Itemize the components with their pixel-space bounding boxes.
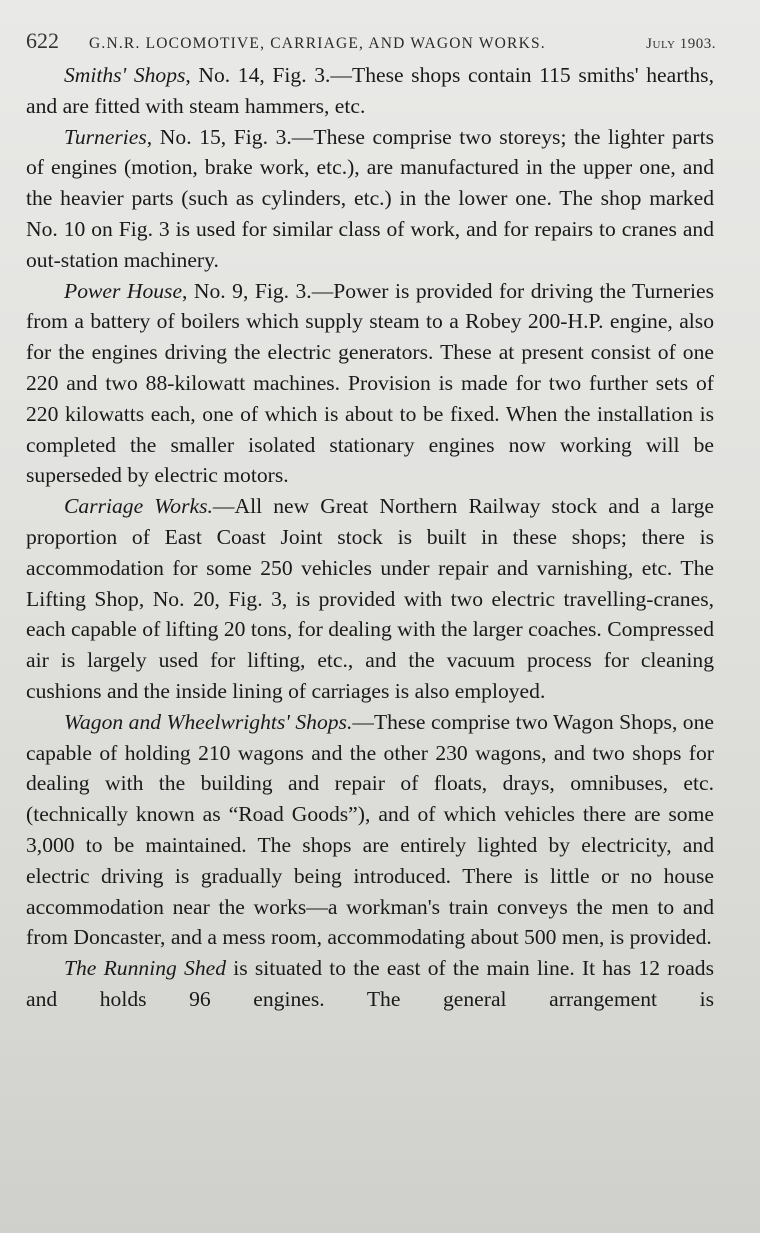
paragraph-text: , No. 14, Fig. 3.—These shops contain 115 smiths' hearths, and are fitted with steam hammers, etc. xyxy=(26,63,714,118)
paragraph-running-shed xyxy=(26,953,714,1015)
running-head-title: G.N.R. LOCOMOTIVE, CARRIAGE, AND WAGON WORKS. xyxy=(89,35,546,52)
paragraph-lead: Power House xyxy=(64,278,183,303)
paragraph-wagon-shops xyxy=(26,707,714,953)
paragraph-lead: Carriage Works. xyxy=(64,494,213,519)
paragraph-lead: Turneries xyxy=(64,124,147,149)
paragraph-carriage-works xyxy=(26,491,714,707)
running-head xyxy=(26,28,716,52)
paragraph-text: —All new Great Northern Railway stock and a large proportion of East Coast Joint stock is built in these shops; there is accommodation for some 250 vehicles under repair and varnishing, etc. The Lifting Shop, No. 20, Fig. 3, is provided with two electric travelling-cranes, each capable of lifting 20 tons, for dealing with the larger coaches. Compressed air is largely used for lifting, etc., and the vacuum process for cleaning cushions and the inside lining of carriages is also employed. xyxy=(26,494,714,703)
paragraph-text: , No. 9, Fig. 3.—Power is provided for driving the Turneries from a battery of boilers which supply steam to a Robey 200-H.P. engine, also for the engines driving the electric generators. These at present consist of one 220 and two 88-kilowatt machines. Provision is made for two further sets of 220 kilowatts each, one of which is about to be fixed. When the installation is completed the smaller isolated stationary engines now working will be superseded by electric motors. xyxy=(26,278,714,488)
paragraph-lead: The Running Shed xyxy=(64,956,227,981)
paragraph-lead: Wagon and Wheelwrights' Shops. xyxy=(64,709,353,734)
paragraph-text: , No. 15, Fig. 3.—These comprise two storeys; the lighter parts of engines (motion, brake work, etc.), are manufactured in the upper one, and the heavier parts (such as cylinders, etc.) in the lower one. The shop marked No. 10 on Fig. 3 is used for similar class of work, and for repairs to cranes and out-station machinery. xyxy=(26,124,714,272)
paragraph-text: —These comprise two Wagon Shops, one capable of holding 210 wagons and the other 230 wagons, and two shops for dealing with the building and repair of floats, drays, omnibuses, etc. (technically known as “Road Goods”), and of which vehicles there are some 3,000 to be maintained. The shops are entirely lighted by electricity, and electric driving is gradually being introduced. There is little or no house accommodation near the works—a workman's train conveys the men to and from Doncaster, and a mess room, accommodating about 500 men, is provided. xyxy=(26,709,714,950)
running-head-date: July 1903. xyxy=(646,36,716,52)
body-text xyxy=(26,60,714,1015)
paragraph-turneries xyxy=(26,122,714,276)
page-number: 622 xyxy=(26,28,59,53)
paragraph-lead: Smiths' Shops xyxy=(64,63,186,87)
paragraph-text: is situated to the east of the main line. It has 12 roads and holds 96 engines. The general arrangement is xyxy=(26,956,714,1011)
paragraph-power-house xyxy=(26,276,714,492)
paragraph-smiths-shops xyxy=(26,60,714,122)
